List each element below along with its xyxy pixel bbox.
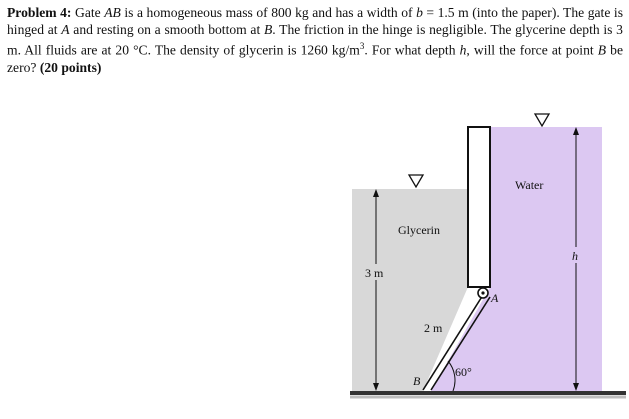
problem-text: . The friction in the hinge is negligible. The glycerine depth is 3 m. All fluids are at 20 °C. The density of glycerin is 1260 kg/m bbox=[7, 22, 623, 58]
ground bbox=[350, 391, 626, 395]
water-label: Water bbox=[515, 178, 544, 192]
problem-heading: Problem 4: bbox=[7, 5, 72, 20]
width-symbol: b bbox=[416, 5, 423, 20]
depth-symbol: h bbox=[459, 42, 467, 58]
angle-label: 60° bbox=[455, 365, 472, 379]
hinge-symbol: A bbox=[61, 22, 70, 37]
problem-text: and resting on a smooth bottom at bbox=[69, 22, 264, 37]
gate-length-label: 2 m bbox=[424, 321, 443, 335]
vertical-wall bbox=[468, 127, 490, 287]
depth-label: 3 m bbox=[365, 266, 384, 280]
bottom-symbol: B bbox=[263, 22, 273, 37]
bottom-label: B bbox=[413, 374, 421, 388]
bottom-symbol: B bbox=[597, 42, 607, 58]
water-surface-marker bbox=[535, 114, 549, 126]
glycerin-label: Glycerin bbox=[398, 223, 440, 237]
problem-text: is a homogeneous mass of 800 kg and has a width of bbox=[120, 5, 417, 20]
problem-text: . For what depth bbox=[364, 42, 460, 58]
glycerin-surface-marker bbox=[409, 175, 423, 187]
problem-text: Gate bbox=[71, 5, 105, 20]
problem-text: = 1.5 m (into the paper). The gate is hinged at bbox=[7, 5, 623, 37]
hinge-pin bbox=[481, 291, 484, 294]
problem-text: be zero? bbox=[7, 42, 623, 75]
gate-symbol: AB bbox=[104, 5, 121, 20]
points-label: (20 points) bbox=[39, 59, 102, 75]
exponent: 3 bbox=[359, 41, 365, 51]
hinge-label: A bbox=[491, 291, 499, 305]
h-label: h bbox=[572, 249, 578, 263]
problem-text: , will the force at point bbox=[466, 42, 598, 58]
